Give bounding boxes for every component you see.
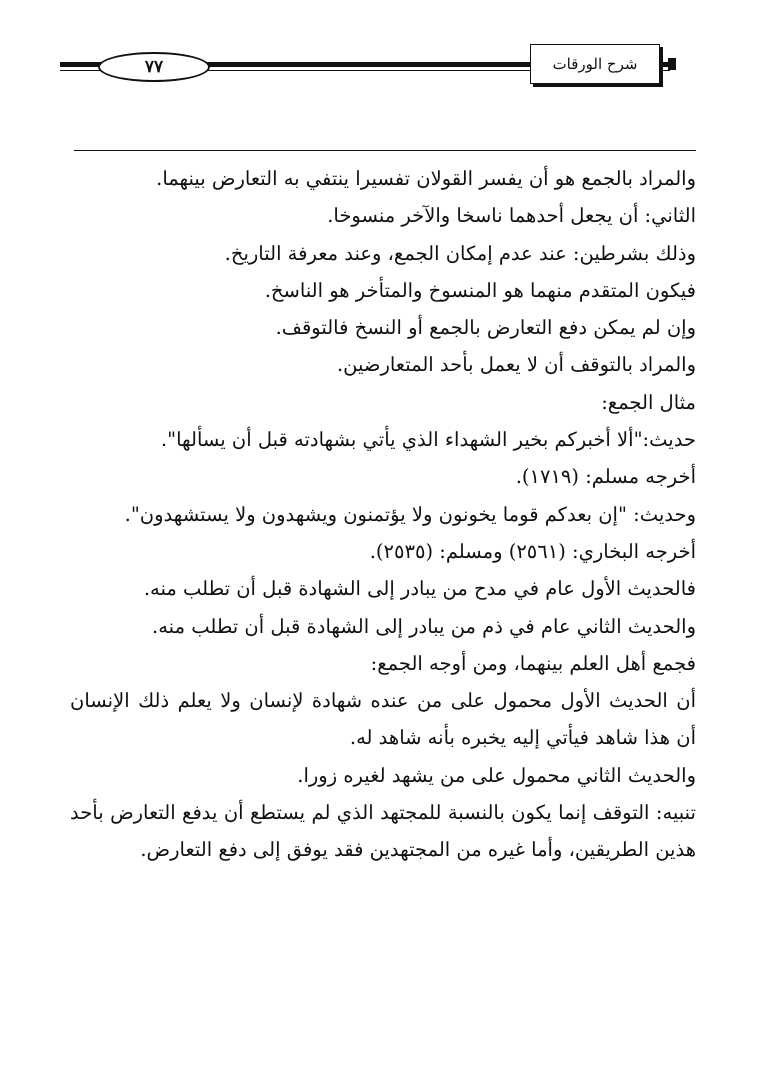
text-line: فجمع أهل العلم بينهما، ومن أوجه الجمع: [370,651,696,675]
text-line: حديث:"ألا أخبركم بخير الشهداء الذي يأتي بشهادته قبل أن يسألها". [160,428,696,452]
text-line: أخرجه البخاري: (٢٥٦١) ومسلم: (٢٥٣٥). [369,539,696,563]
text-line: تنبيه: التوقف إنما يكون بالنسبة للمجتهد الذي لم يستطع أن يدفع التعارض بأحد [70,801,696,825]
text-line: أخرجه مسلم: (١٧١٩). [515,465,696,489]
text-line: فيكون المتقدم منهما هو المنسوخ والمتأخر هو الناسخ. [264,278,696,302]
text-line: الثاني: أن يجعل أحدهما ناسخا والآخر منسوخا. [327,204,696,228]
text-line: وإن لم يمكن دفع التعارض بالجمع أو النسخ فالتوقف. [275,316,696,340]
text-line: والحديث الثاني محمول على من يشهد لغيره زورا. [297,763,696,787]
book-title: شرح الورقات [530,44,660,84]
page-number: ٧٧ [98,52,210,82]
text-line: أن الحديث الأول محمول على من عنده شهادة لإنسان ولا يعلم ذلك الإنسان [70,689,696,713]
text-line: والحديث الثاني عام في ذم من يبادر إلى الشهادة قبل أن تطلب منه. [152,614,696,638]
text-line: أن هذا شاهد فيأتي إليه يخبره بأنه شاهد له. [349,726,696,750]
text-line: والمراد بالجمع هو أن يفسر القولان تفسيرا ينتفي به التعارض بينهما. [156,167,696,190]
text-line: وذلك بشرطين: عند عدم إمكان الجمع، وعند معرفة التاريخ. [224,241,696,265]
header-end-mark [668,58,676,70]
text-line: هذين الطريقين، وأما غيره من المجتهدين فقد يوفق إلى دفع التعارض. [140,838,696,862]
text-line: والمراد بالتوقف أن لا يعمل بأحد المتعارضين. [336,353,696,377]
page-header [60,44,680,84]
page-body [70,160,696,869]
header-separator [74,150,696,151]
text-line: مثال الجمع: [601,390,696,414]
text-line: وحديث: "إن بعدكم قوما يخونون ولا يؤتمنون ويشهدون ولا يستشهدون". [124,502,696,526]
text-line: فالحديث الأول عام في مدح من يبادر إلى الشهادة قبل أن تطلب منه. [143,577,696,601]
